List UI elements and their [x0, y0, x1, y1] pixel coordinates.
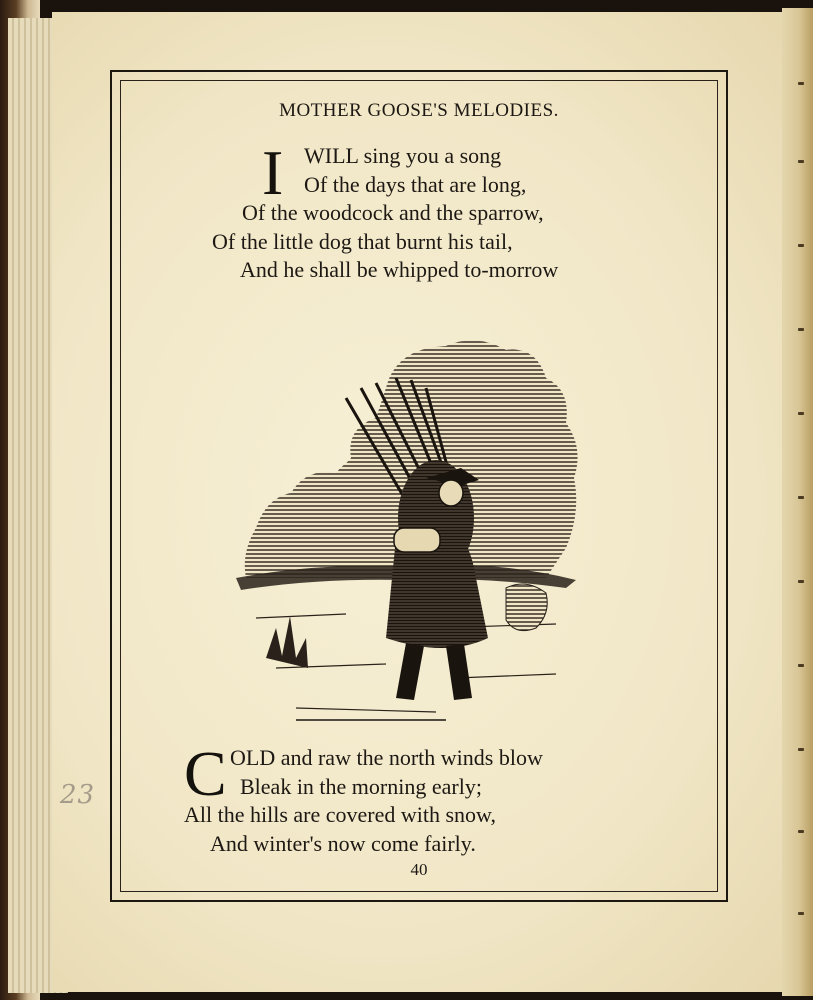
pencil-page-number: 23 — [60, 780, 96, 810]
verse-line: Of the little dog that burnt his tail, — [212, 228, 513, 254]
verse-line: Bleak in the morning early; — [240, 773, 482, 799]
drop-cap: C — [184, 738, 227, 809]
running-head: MOTHER GOOSE'S MELODIES. — [279, 100, 559, 121]
page-border-frame — [110, 70, 728, 902]
verse-first — [212, 137, 559, 285]
page-number: 40 — [410, 860, 428, 879]
verse-line: And winter's now come fairly. — [210, 830, 476, 856]
page-stack-right — [782, 8, 813, 996]
verse-line: And he shall be whipped to-morrow — [240, 257, 559, 282]
verse-line: WILL sing you a song — [304, 143, 502, 168]
verse-line: Of the days that are long, — [304, 171, 527, 197]
verse-line: OLD and raw the north winds blow — [230, 745, 543, 770]
woodcut-illustration — [236, 328, 586, 728]
drop-cap: I — [262, 137, 284, 208]
verse-line: Of the woodcock and the sparrow, — [242, 200, 544, 225]
verse-second — [184, 738, 543, 858]
verse-line: All the hills are covered with snow, — [184, 802, 496, 827]
